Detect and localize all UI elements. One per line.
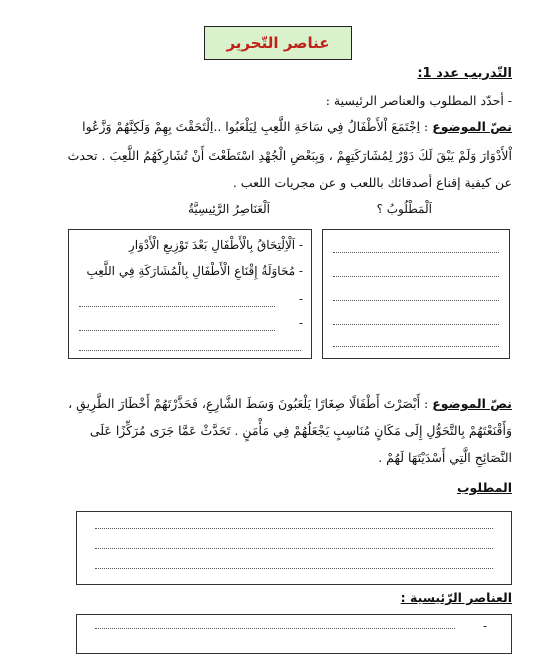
answer-line [333, 252, 499, 253]
elements-item-1: - اَلْاِلْتِحَاقُ بِالْأَطْفَالِ بَعْدَ تَوْزِيعِ الْأَدْوَارِ [128, 238, 303, 252]
required-answer-box [76, 511, 512, 585]
main-elements-answer-box [76, 614, 512, 654]
bottom-dash: - [482, 619, 487, 633]
text2-line3: النَّصَائِحِ الَّتِي أَسْدَيْتَهَا لَهُمْ . [378, 450, 512, 465]
text1-line3: عن كيفية إقناع أصدقائك باللعب و عن مجريات اللعب . [232, 175, 512, 190]
text1-line2: اْلأَدْوَارَ وَلَمْ يَبْقَ لَكَ دَوْرٌ لِمُشَارَكَتِهِمْ ، وَبِبَعْضِ الْجُهْدِ اسْتَطَعْتَ أَنْ تُشَارِكَهُمُ اللَّعِبَ . تحدث [67, 148, 512, 163]
answer-line [333, 300, 499, 301]
answer-line [95, 628, 455, 629]
text1-line1 [82, 121, 512, 134]
elements-header: اَلْعَنَاصِرُ الرَّئِيسِيَّةُ [187, 202, 270, 216]
answer-line [333, 324, 499, 325]
required-box [322, 229, 510, 359]
answer-line [95, 528, 493, 529]
answer-line [95, 568, 493, 569]
main-elements-label: العناصر الرّئيسية : [400, 590, 512, 605]
text2-line1 [68, 398, 512, 411]
answer-line [333, 276, 499, 277]
elements-item-2: - مُحَاوَلَةُ إِقْنَاعِ الْأَطْفَالِ بِالْمُشَارَكَةِ فِي اللَّعِبِ [86, 264, 303, 278]
answer-line [333, 346, 499, 347]
required-header: اَلْمَطْلُوبُ ؟ [376, 202, 432, 216]
exercise-heading: التّدريب عدد 1: [417, 66, 512, 81]
text1-label: نصّ الموضوع [432, 119, 512, 134]
answer-line [95, 548, 493, 549]
elements-item-3: - [298, 292, 303, 306]
answer-line [79, 350, 301, 351]
text2-line1-body: : أَبْصَرْتَ أَطْفَالًا صِغَارًا يَلْعَبُونَ وَسَطَ الشَّارِعِ، فَحَذَّرْتَهُمْ أَخْطَارَ الطَّرِيقِ ، [68, 396, 429, 411]
text2-line2: وَأَقْنَعْتَهُمْ بِالتَّحَوُّلِ إِلَى مَكَانٍ مُنَاسِبٍ يَجْعَلُهُمْ فِي مَأْمَنٍ . تَحَدَّثْ عَمَّا جَرَى مُرَكِّزًا عَلَى [89, 423, 512, 438]
elements-box [68, 229, 312, 359]
answer-line [79, 306, 275, 307]
text2-label: نصّ الموضوع [432, 396, 512, 411]
page-title: عناصر التّحرير [204, 26, 352, 60]
answer-line [79, 330, 275, 331]
text1-line1-body: : اِجْتَمَعَ اْلأَطْفَالُ فِي سَاحَةِ اللَّعِبِ لِيَلْعَبُوا ..اِلْتَحَقْتَ بِهِمْ وَلَكِنَّهُمْ وَزَّعُوا [82, 119, 429, 134]
elements-item-4: - [298, 316, 303, 330]
task-instruction: - أحدّد المطلوب والعناصر الرئيسية : [325, 93, 512, 108]
required-label: المطلوب [456, 480, 512, 495]
